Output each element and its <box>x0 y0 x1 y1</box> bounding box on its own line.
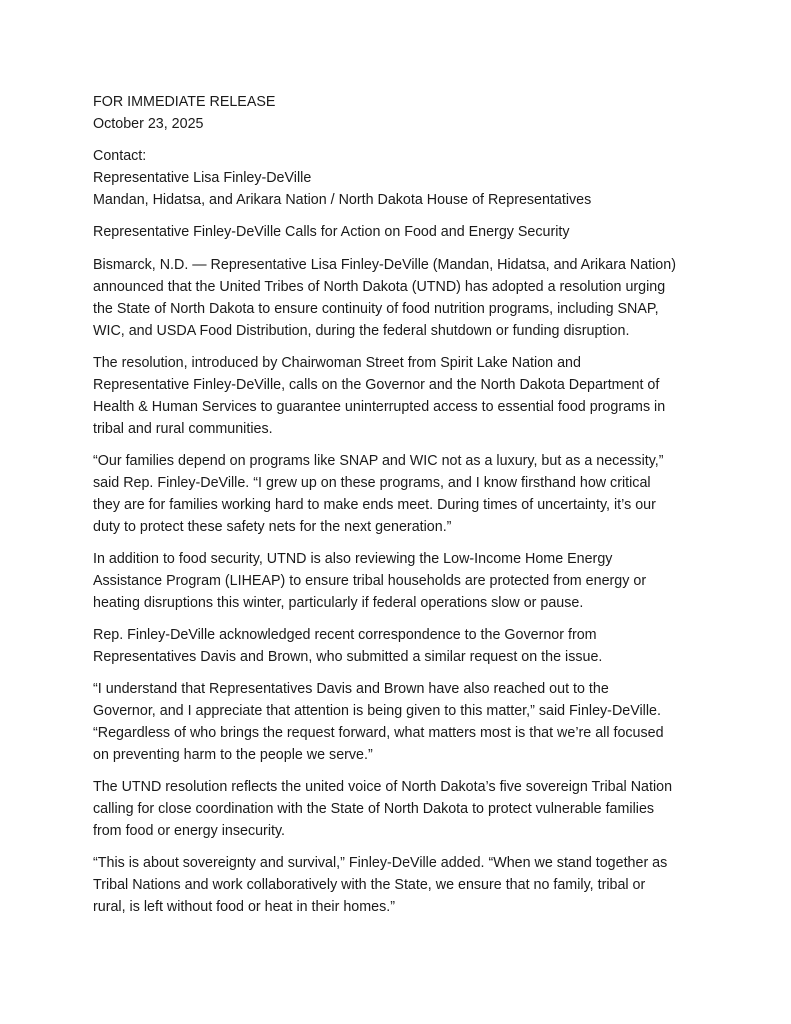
paragraph-2 <box>93 352 713 440</box>
paragraph-line: Representatives Davis and Brown, who submitted a similar request on the issue. <box>93 649 603 665</box>
paragraph-line: tribal and rural communities. <box>93 421 273 437</box>
paragraph-5 <box>93 624 713 668</box>
headline-text: Representative Finley-DeVille Calls for Action on Food and Energy Security <box>93 224 570 240</box>
paragraph-line: “Regardless of who brings the request forward, what matters most is that we’re all focused <box>93 725 664 741</box>
paragraph-line: Assistance Program (LIHEAP) to ensure tribal households are protected from energy or <box>93 573 647 589</box>
paragraph-6-quote <box>93 678 713 766</box>
paragraph-line: heating disruptions this winter, particularly if federal operations slow or pause. <box>93 595 584 611</box>
paragraph-line: announced that the United Tribes of North Dakota (UTND) has adopted a resolution urging <box>93 279 666 295</box>
paragraph-4 <box>93 548 713 614</box>
paragraph-3-quote <box>93 450 713 538</box>
contact-block <box>93 145 713 211</box>
paragraph-line: Tribal Nations and work collaboratively with the State, we ensure that no family, tribal or <box>93 877 646 893</box>
paragraph-7 <box>93 776 713 842</box>
paragraph-line: “I understand that Representatives Davis and Brown have also reached out to the <box>93 681 609 697</box>
paragraph-line: The UTND resolution reflects the united voice of North Dakota’s five sovereign Tribal Nation <box>93 779 673 795</box>
paragraph-line: “This is about sovereignty and survival,” Finley-DeVille added. “When we stand together as <box>93 855 668 871</box>
paragraph-line: on preventing harm to the people we serve.” <box>93 747 373 763</box>
paragraph-line: “Our families depend on programs like SNAP and WIC not as a luxury, but as a necessity,” <box>93 453 664 469</box>
paragraph-line: Governor, and I appreciate that attention is being given to this matter,” said Finley-DeVille. <box>93 703 661 719</box>
paragraph-1 <box>93 254 713 342</box>
release-header <box>93 91 713 135</box>
paragraph-line: from food or energy insecurity. <box>93 823 286 839</box>
paragraph-line: Representative Finley-DeVille, calls on the Governor and the North Dakota Department of <box>93 377 660 393</box>
paragraph-line: duty to protect these safety nets for the next generation.” <box>93 519 452 535</box>
paragraph-line: Health & Human Services to guarantee uninterrupted access to essential food programs in <box>93 399 666 415</box>
headline <box>93 221 713 243</box>
release-date: October 23, 2025 <box>93 116 204 132</box>
paragraph-line: they are for families working hard to make ends meet. During times of uncertainty, it’s our <box>93 497 656 513</box>
paragraph-line: WIC, and USDA Food Distribution, during the federal shutdown or funding disruption. <box>93 323 630 339</box>
contact-label: Contact: <box>93 148 147 164</box>
paragraph-line: The resolution, introduced by Chairwoman Street from Spirit Lake Nation and <box>93 355 581 371</box>
paragraph-line: rural, is left without food or heat in their homes.” <box>93 899 395 915</box>
paragraph-line: calling for close coordination with the State of North Dakota to protect vulnerable families <box>93 801 655 817</box>
paragraph-line: In addition to food security, UTND is also reviewing the Low-Income Home Energy <box>93 551 613 567</box>
release-label: FOR IMMEDIATE RELEASE <box>93 94 276 110</box>
paragraph-8-quote <box>93 852 713 918</box>
contact-affiliation: Mandan, Hidatsa, and Arikara Nation / North Dakota House of Representatives <box>93 192 592 208</box>
press-release-content <box>93 91 713 928</box>
paragraph-line: said Rep. Finley-DeVille. “I grew up on these programs, and I know firsthand how critical <box>93 475 651 491</box>
paragraph-line: Rep. Finley-DeVille acknowledged recent correspondence to the Governor from <box>93 627 597 643</box>
contact-name: Representative Lisa Finley-DeVille <box>93 170 312 186</box>
paragraph-line: Bismarck, N.D. — Representative Lisa Finley-DeVille (Mandan, Hidatsa, and Arikara Nation) <box>93 257 676 273</box>
paragraph-line: the State of North Dakota to ensure continuity of food nutrition programs, including SNAP, <box>93 301 659 317</box>
